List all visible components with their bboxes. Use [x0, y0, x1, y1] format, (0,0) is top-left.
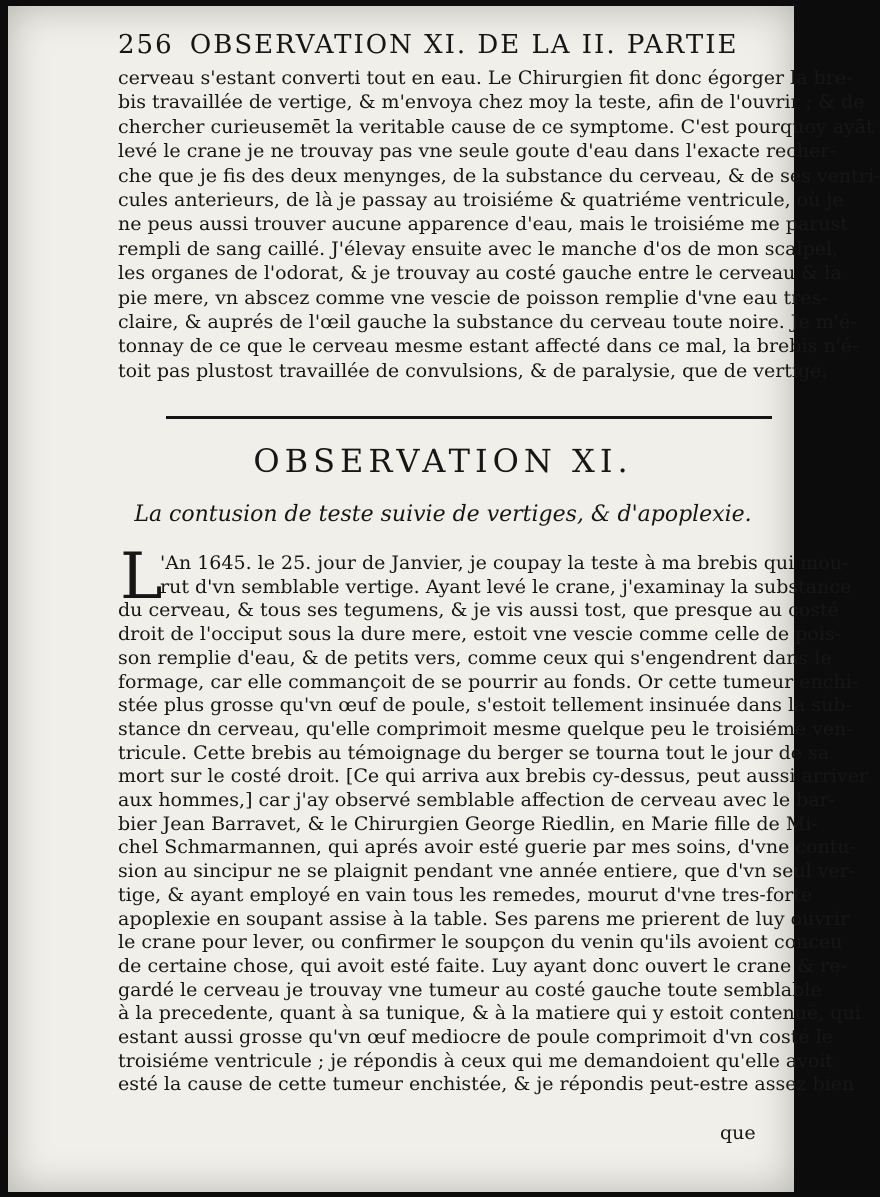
text-line: bis travaillée de vertige, & m'envoya chez moy la teste, afin de l'ouvrir ; & de — [118, 91, 865, 114]
text-line: pie mere, vn abscez comme vne vescie de poisson remplie d'vne eau tres- — [118, 286, 828, 309]
text-line: ne peus aussi trouver aucune apparence d'eau, mais le troisiéme me parust — [118, 213, 849, 236]
running-head-title: OBSERVATION XI. DE LA II. PARTIE — [189, 30, 739, 60]
text-line: tricule. Cette brebis au témoignage du berger se tourna tout le jour de sa — [118, 741, 830, 764]
text-line: sion au sincipur ne se plaignit pendant vne année entiere, que d'vn seul ver- — [118, 860, 856, 883]
text-line: son remplie d'eau, & de petits vers, comme ceux qui s'engendrent dans le — [118, 646, 832, 669]
text-line: chel Schmarmannen, qui aprés avoir esté guerie par mes soins, d'vne contu- — [118, 836, 857, 859]
text-line: bier Jean Barravet, & le Chirurgien George Riedlin, en Marie fille de Mi- — [118, 812, 818, 835]
text-line: stée plus grosse qu'vn œuf de poule, s'estoit tellement insinuée dans la sub- — [118, 694, 852, 717]
text-line: rempli de sang caillé. J'élevay ensuite avec le manche d'os de mon scalpel, — [118, 237, 839, 260]
text-line: tonnay de ce que le cerveau mesme estant affecté dans ce mal, la brebis n'é- — [118, 335, 859, 358]
text-line: le crane pour lever, ou confirmer le soupçon du venin qu'ils avoient conceu — [118, 931, 843, 954]
text-line: cules anterieurs, de là je passay au troisiéme & quatriéme ventricule, où je — [118, 189, 844, 212]
text-line: 'An 1645. le 25. jour de Janvier, je coupay la teste à ma brebis qui mou- — [160, 552, 849, 574]
text-line: claire, & auprés de l'œil gauche la substance du cerveau toute noire. Je m'é- — [118, 311, 857, 334]
page-number: 256 — [118, 30, 174, 60]
text-line: cerveau s'estant converti tout en eau. Le Chirurgien fit donc égorger la bre- — [118, 67, 853, 89]
text-line: à la precedente, quant à sa tunique, & à la matiere qui y estoit contenuë, qui — [118, 1002, 861, 1025]
text-line: aux hommes,] car j'ay observé semblable affection de cerveau avec le bar- — [118, 789, 836, 812]
text-line: les organes de l'odorat, & je trouvay au costé gauche entre le cerveau & la — [118, 262, 842, 285]
text-line: apoplexie en soupant assise à la table. Ses parens me prierent de luy ouvrir — [118, 907, 850, 930]
text-line: mort sur le costé droit. [Ce qui arriva aux brebis cy-dessus, peut aussi arriver — [118, 765, 869, 788]
running-head — [118, 30, 768, 60]
observation-title: OBSERVATION XI. — [253, 442, 633, 480]
text-line: gardé le cerveau je trouvay vne tumeur au costé gauche toute semblable — [118, 978, 822, 1001]
text-line: droit de l'occiput sous la dure mere, estoit vne vescie comme celle de pois- — [118, 623, 841, 646]
text-line: esté la cause de cette tumeur enchistée, & je répondis peut-estre assez bien — [118, 1073, 855, 1096]
text-line: stance dn cerveau, qu'elle comprimoit mesme quelque peu le troisiéme ven- — [118, 717, 853, 740]
text-line: levé le crane je ne trouvay pas vne seule goute d'eau dans l'exacte recher- — [118, 140, 836, 163]
text-line: de certaine chose, qui avoit esté faite. Luy ayant donc ouvert le crane & re- — [118, 954, 847, 977]
drop-cap: L — [120, 540, 163, 614]
text-line: du cerveau, & tous ses tegumens, & je vis aussi tost, que presque au costé — [118, 599, 839, 622]
text-line: toit pas plustost travaillée de convulsions, & de paralysie, que de vertige. — [118, 359, 828, 382]
text-line: che que je fis des deux menynges, de la substance du cerveau, & de ses ventri- — [118, 164, 880, 187]
book-page — [8, 6, 880, 1192]
text-block-top — [118, 66, 880, 383]
catchword: que — [720, 1122, 756, 1144]
observation-body — [118, 552, 869, 1097]
text-line: troisiéme ventricule ; je répondis à ceux qui me demandoient qu'elle avoit — [118, 1049, 834, 1072]
observation-subtitle: La contusion de teste suivie de vertiges, & d'apoplexie. — [134, 502, 752, 527]
text-line: rut d'vn semblable vertige. Ayant levé le crane, j'examinay la substance — [160, 575, 852, 598]
text-line: chercher curieusemēt la veritable cause de ce symptome. C'est pourquoy ayāt — [118, 115, 874, 138]
text-line: formage, car elle commançoit de se pourrir au fonds. Or cette tumeur enchi- — [118, 670, 859, 693]
text-line: tige, & ayant employé en vain tous les remedes, mourut d'vne tres-forte — [118, 883, 813, 906]
text-line: estant aussi grosse qu'vn œuf mediocre de poule comprimoit d'vn costé le — [118, 1026, 833, 1049]
section-divider — [166, 416, 772, 419]
